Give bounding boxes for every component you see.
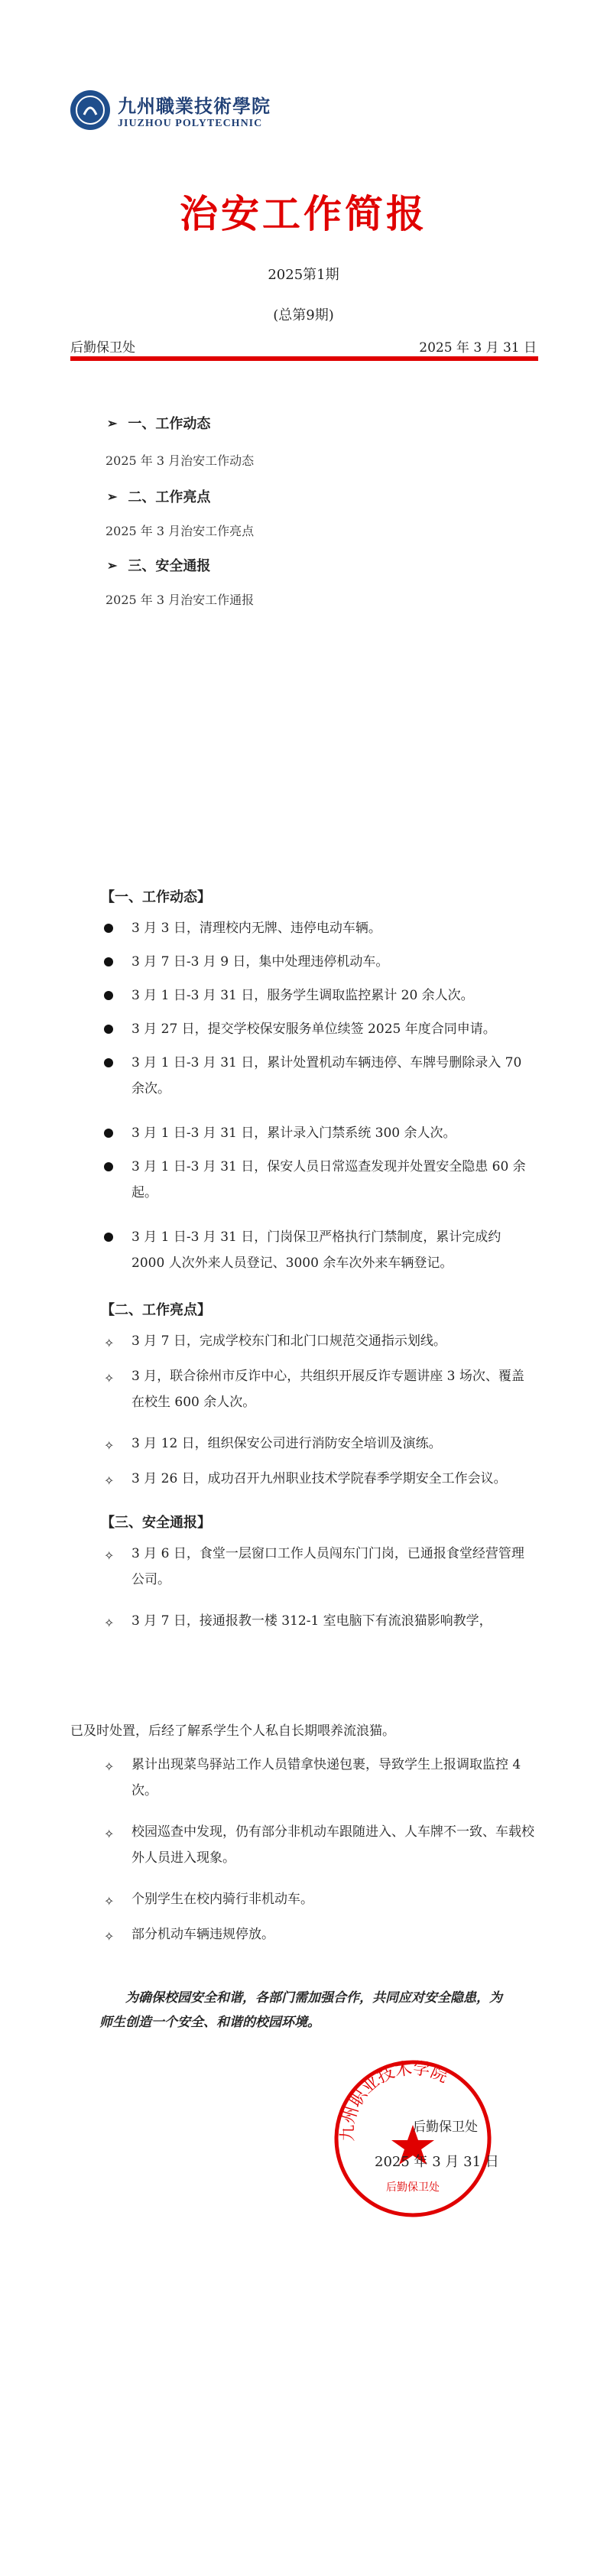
toc-desc-1: 2025 年 3 月治安工作动态	[105, 453, 255, 468]
svg-text:九州职业技术学院: 九州职业技术学院	[338, 2058, 451, 2142]
school-logo	[70, 90, 271, 130]
highlight-item: 3 月 7 日，完成学校东门和北门口规范交通指示划线。	[131, 1333, 446, 1349]
toc-desc-2: 2025 年 3 月治安工作亮点	[105, 524, 255, 538]
toc-desc-3: 2025 年 3 月治安工作通报	[105, 593, 255, 607]
bullet-icon	[104, 1058, 113, 1067]
page-1	[0, 0, 607, 860]
dynamics-item: 3 月 1 日-3 月 31 日，累计录入门禁系统 300 余人次。	[131, 1126, 456, 1141]
report-body-page-2	[70, 860, 538, 1718]
signature-date: 2025 年 3 月 31 日	[375, 2154, 499, 2170]
arrow-icon: ➢	[107, 415, 118, 430]
diamond-bullet-icon: ✧	[104, 1894, 115, 1908]
official-seal-icon	[329, 2055, 497, 2223]
bullet-icon	[104, 957, 113, 966]
diamond-bullet-icon: ✧	[104, 1827, 115, 1841]
bullet-icon	[104, 1025, 113, 1034]
school-name-en: JIUZHOU POLYTECHNIC	[118, 117, 263, 129]
highlight-item: 3 月 26 日，成功召开九州职业技术学院春季学期安全工作会议。	[131, 1471, 507, 1486]
dynamics-item: 3 月 1 日-3 月 31 日，保安人员日常巡查发现并处置安全隐患 60 余起。	[131, 1159, 526, 1200]
notice-item: 校园巡查中发现，仍有部分非机动车跟随进入、人车牌不一致、车载校外人员进入现象。	[131, 1824, 534, 1866]
red-divider	[70, 356, 538, 361]
diamond-bullet-icon: ✧	[104, 1473, 115, 1488]
header-meta-row	[70, 336, 537, 356]
diamond-bullet-icon: ✧	[104, 1616, 115, 1630]
notice-item: 个别学生在校内骑行非机动车。	[131, 1892, 313, 1907]
section-heading-highlights: 【二、工作亮点】	[101, 1302, 211, 1318]
notice-item: 部分机动车辆违规停放。	[131, 1927, 274, 1942]
signature-dept: 后勤保卫处	[413, 2120, 478, 2135]
notice-item: 累计出现菜鸟驿站工作人员错拿快递包裹，导致学生上报调取监控 4 次。	[131, 1757, 521, 1798]
school-name-cn: 九州職業技術學院	[118, 94, 271, 117]
total-issue-number: (总第9期)	[273, 307, 334, 323]
dynamics-item: 3 月 27 日，提交学校保安服务单位续签 2025 年度合同申请。	[131, 1022, 496, 1037]
bullet-icon	[104, 1162, 113, 1171]
page-2	[0, 860, 607, 1718]
closing-statement: 为确保校园安全和谐，各部门需加强合作，共同应对安全隐患，为师生创造一个安全、和谐的校园环境。	[99, 1990, 502, 2030]
issue-date: 2025 年 3 月 31 日	[419, 340, 537, 356]
bullet-icon	[104, 991, 113, 1000]
issuing-dept: 后勤保卫处	[70, 340, 135, 356]
dynamics-item: 3 月 1 日-3 月 31 日，累计处置机动车辆违停、车牌号删除录入 70 余次。	[131, 1055, 522, 1096]
dynamics-item: 3 月 1 日-3 月 31 日，服务学生调取监控累计 20 余人次。	[131, 988, 474, 1003]
diamond-bullet-icon: ✧	[104, 1336, 115, 1350]
bullet-icon	[104, 1129, 113, 1138]
diamond-bullet-icon: ✧	[104, 1371, 115, 1385]
diamond-bullet-icon: ✧	[104, 1759, 115, 1774]
toc-heading-2: ➢ 二、工作亮点	[107, 489, 211, 505]
toc-heading-1: ➢ 一、工作动态	[107, 415, 211, 432]
issue-number: 2025第1期	[268, 267, 339, 283]
page-3	[0, 1718, 607, 2576]
diamond-bullet-icon: ✧	[104, 1438, 115, 1453]
notice-item: 3 月 7 日，接通报教一楼 312-1 室电脑下有流浪猫影响教学，	[131, 1613, 492, 1629]
school-emblem-icon	[70, 90, 110, 130]
diamond-bullet-icon: ✧	[104, 1929, 115, 1944]
diamond-bullet-icon: ✧	[104, 1548, 115, 1563]
arrow-icon: ➢	[107, 557, 118, 573]
notice-item-continued: 已及时处置，后经了解系学生个人私自长期喂养流浪猫。	[70, 1723, 395, 1739]
highlight-item: 3 月，联合徐州市反诈中心，共组织开展反诈专题讲座 3 场次、覆盖在校生 600 余人次。	[131, 1369, 524, 1410]
toc-heading-3: ➢ 三、安全通报	[107, 557, 211, 574]
bullet-icon	[104, 1233, 113, 1242]
svg-text:后勤保卫处: 后勤保卫处	[386, 2181, 440, 2194]
highlight-item: 3 月 12 日，组织保安公司进行消防安全培训及演练。	[131, 1436, 442, 1451]
dynamics-item: 3 月 7 日-3 月 9 日，集中处理违停机动车。	[131, 954, 389, 970]
dynamics-item: 3 月 3 日，清理校内无牌、违停电动车辆。	[131, 921, 381, 936]
bullet-icon	[104, 924, 113, 933]
section-heading-notices: 【三、安全通报】	[101, 1515, 211, 1531]
arrow-icon: ➢	[107, 489, 118, 504]
notice-item: 3 月 6 日，食堂一层窗口工作人员闯东门门岗，已通报食堂经营管理公司。	[131, 1546, 524, 1587]
bulletin-title: 治安工作简报	[180, 191, 427, 236]
section-heading-dynamics: 【一、工作动态】	[101, 889, 211, 905]
dynamics-item: 3 月 1 日-3 月 31 日，门岗保卫严格执行门禁制度，累计完成约 2000 人次外来人员登记、3000 余车次外来车辆登记。	[131, 1230, 502, 1271]
